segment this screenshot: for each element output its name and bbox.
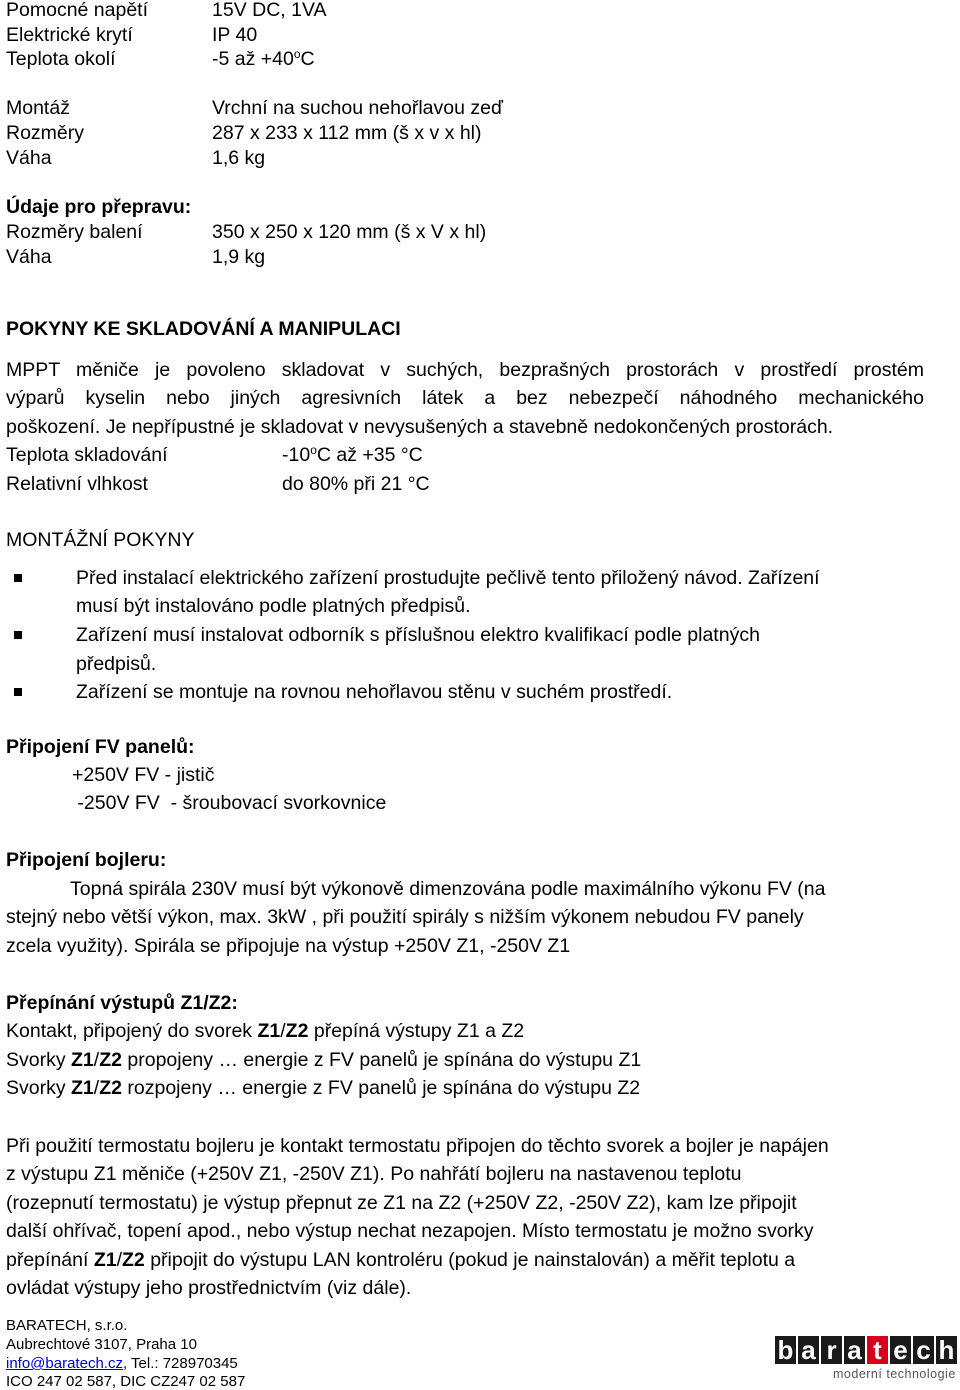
thermostat-line: přepínání Z1/Z2 připojit do výstupu LAN kontroléru (pokud je nainstalován) a měřit teplotu a <box>6 1249 796 1271</box>
logo-tagline: moderní technologie <box>833 1367 956 1381</box>
boiler-heading: Připojení bojleru: <box>6 849 167 871</box>
switching-heading: Přepínání výstupů Z1/Z2: <box>6 992 238 1014</box>
storage-paragraph-line: MPPT měniče je povoleno skladovat v suchých, bezprašných prostorách v prostředí prostém <box>6 359 924 381</box>
logo-letter: t <box>867 1336 888 1364</box>
bullet-text-line: Zařízení musí instalovat odborník s příslušnou elektro kvalifikací podle platných <box>76 624 760 646</box>
footer-address: Aubrechtové 3107, Praha 10 <box>6 1336 197 1353</box>
switching-line: Kontakt, připojený do svorek Z1/Z2 přepíná výstupy Z1 a Z2 <box>6 1020 525 1042</box>
logo-letter: e <box>890 1336 911 1364</box>
logo-letter: c <box>913 1336 934 1364</box>
bullet-text-line: Před instalací elektrického zařízení prostudujte pečlivě tento přiložený návod. Zařízení <box>76 567 820 589</box>
bullet-text-line: předpisů. <box>76 653 157 675</box>
thermostat-line: (rozepnutí termostatu) je výstup přepnut ze Z1 na Z2 (+250V Z2, -250V Z2), kam lze připojit <box>6 1192 797 1214</box>
bullet-text-line: musí být instalováno podle platných předpisů. <box>76 595 471 617</box>
switching-line: Svorky Z1/Z2 rozpojeny … energie z FV panelů je spínána do výstupu Z2 <box>6 1077 641 1099</box>
baratech-logo <box>775 1336 958 1382</box>
logo-letter: r <box>821 1336 842 1364</box>
storage-temp-label: Teplota skladování <box>6 444 168 466</box>
fv-line: -250V FV - šroubovací svorkovnice <box>72 792 387 814</box>
spec-label: Rozměry <box>6 122 85 144</box>
footer-phone: , Tel.: 728970345 <box>122 1355 238 1372</box>
spec-value: 1,6 kg <box>212 147 266 169</box>
storage-humidity-value: do 80% při 21 °C <box>282 473 430 495</box>
storage-heading: POKYNY KE SKLADOVÁNÍ A MANIPULACI <box>6 318 401 340</box>
bullet-square-icon <box>14 574 22 582</box>
boiler-line: stejný nebo větší výkon, max. 3kW , při použití spirály s nižším výkonem nebudou FV panely <box>6 906 804 928</box>
spec-label: Montáž <box>6 97 70 119</box>
spec-value: 15V DC, 1VA <box>212 0 327 21</box>
bullet-text-line: Zařízení se montuje na rovnou nehořlavou stěnu v suchém prostředí. <box>76 681 673 703</box>
boiler-line: Topná spirála 230V musí být výkonově dimenzována podle maximálního výkonu FV (na <box>70 878 826 900</box>
logo-letter: h <box>936 1336 957 1364</box>
storage-paragraph-line: poškození. Je nepřípustné je skladovat v nevysušených a stavebně nedokončených prostorách. <box>6 416 834 438</box>
thermostat-line: z výstupu Z1 měniče (+250V Z1, -250V Z1). Po nahřátí bojleru na nastavenou teplotu <box>6 1163 742 1185</box>
transport-label: Rozměry balení <box>6 221 143 243</box>
transport-value: 1,9 kg <box>212 246 266 268</box>
spec-value: IP 40 <box>212 24 258 46</box>
fv-heading: Připojení FV panelů: <box>6 736 195 758</box>
spec-label: Teplota okolí <box>6 48 116 70</box>
storage-paragraph-line: výparů kyselin nebo jiných agresivních látek a bez nebezpečí náhodného mechanického <box>6 387 924 409</box>
transport-label: Váha <box>6 246 52 268</box>
spec-value: 287 x 233 x 112 mm (š x v x hl) <box>212 122 482 144</box>
storage-temp-value: -10$^o$C až +35 °C <box>282 443 423 466</box>
logo-letter: a <box>844 1336 865 1364</box>
thermostat-line: další ohřívač, topení apod., nebo výstup nechat nezapojen. Místo termostatu je možno svorky <box>6 1220 814 1242</box>
mounting-heading: MONTÁŽNÍ POKYNY <box>6 529 195 551</box>
thermostat-line: ovládat výstupy jeho prostřednictvím (viz dále). <box>6 1277 412 1299</box>
spec-label: Váha <box>6 147 52 169</box>
transport-value: 350 x 250 x 120 mm (š x V x hl) <box>212 221 487 243</box>
boiler-line: zcela využity). Spirála se připojuje na výstup +250V Z1, -250V Z1 <box>6 935 571 957</box>
footer-ids: ICO 247 02 587, DIC CZ247 02 587 <box>6 1373 246 1390</box>
bullet-square-icon <box>14 631 22 639</box>
footer-company: BARATECH, s.r.o. <box>6 1317 128 1334</box>
email-link[interactable]: info@baratech.cz <box>6 1355 123 1372</box>
logo-letter: b <box>775 1336 796 1364</box>
logo-letter: a <box>798 1336 819 1364</box>
spec-value: -5 až $+40^oC$ <box>212 47 315 70</box>
spec-value: Vrchní na suchou nehořlavou zeď <box>212 97 503 119</box>
thermostat-line: Při použití termostatu bojleru je kontakt termostatu připojen do těchto svorek a bojler je napájen <box>6 1135 829 1157</box>
bullet-square-icon <box>14 688 22 696</box>
transport-heading: Údaje pro přepravu: <box>6 196 192 218</box>
storage-humidity-label: Relativní vlhkost <box>6 473 148 495</box>
spec-label: Elektrické krytí <box>6 24 133 46</box>
switching-line: Svorky Z1/Z2 propojeny … energie z FV panelů je spínána do výstupu Z1 <box>6 1049 642 1071</box>
spec-label: Pomocné napětí <box>6 0 149 21</box>
footer-contact <box>6 1356 238 1371</box>
fv-line: +250V FV - jistič <box>72 764 215 786</box>
